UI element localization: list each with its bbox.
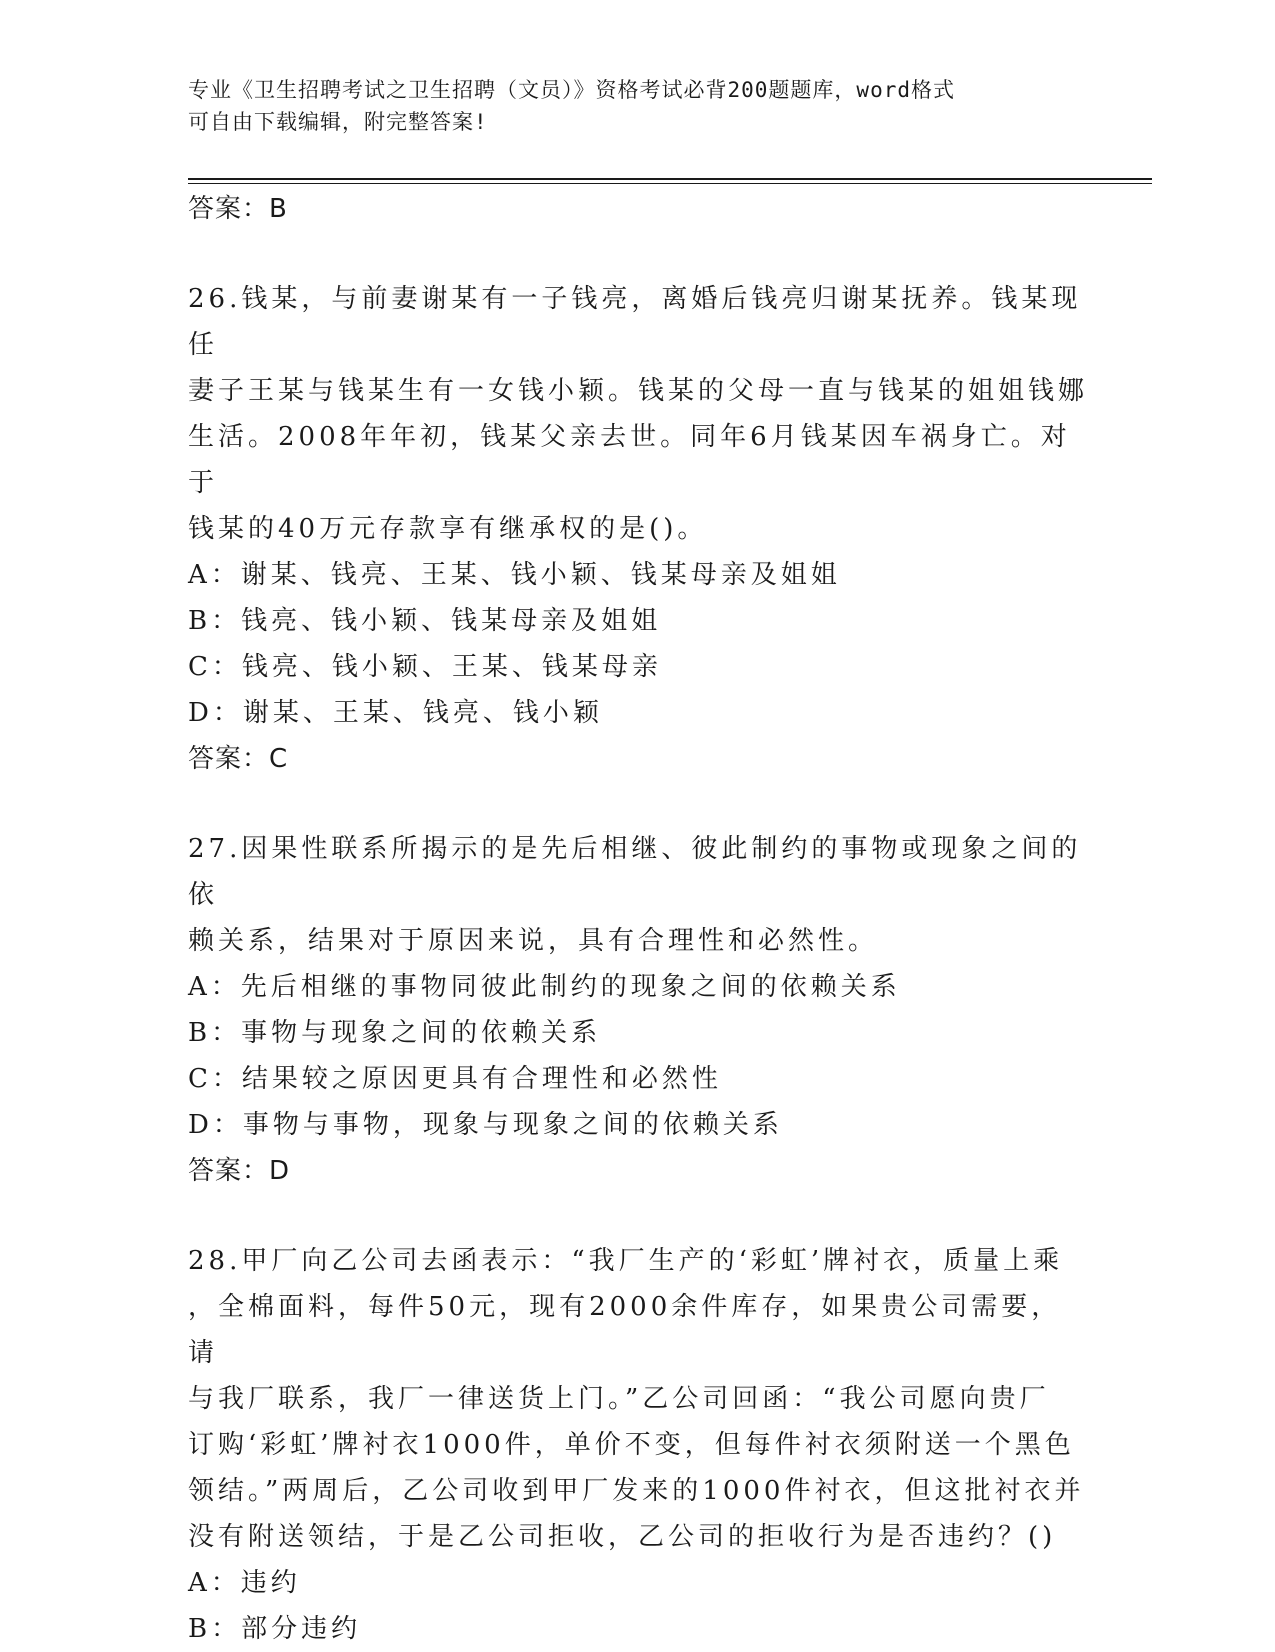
question-text	[188, 826, 1088, 964]
answer: 答案：C	[188, 744, 289, 774]
option-b: B：事物与现象之间的依赖关系	[188, 1018, 602, 1048]
question-line: 钱某的40万元存款享有继承权的是()。	[188, 514, 708, 544]
answer: 答案：D	[188, 1156, 291, 1186]
option-a: A：违约	[188, 1568, 301, 1598]
option-a: A：谢某、钱亮、王某、钱小颖、钱某母亲及姐姐	[188, 560, 841, 590]
question-line: 没有附送领结，于是乙公司拒收，乙公司的拒收行为是否违约？()	[188, 1522, 1057, 1552]
option-b: B：部分违约	[188, 1614, 362, 1644]
question-line: 28.甲厂向乙公司去函表示：“我厂生产的‘彩虹’牌衬衣，质量上乘	[188, 1246, 1064, 1276]
option-c: C：结果较之原因更具有合理性和必然性	[188, 1064, 722, 1094]
header-divider-thick	[188, 178, 1152, 180]
question-line: 赖关系，结果对于原因来说，具有合理性和必然性。	[188, 926, 879, 956]
question-line: 27.因果性联系所揭示的是先后相继、彼此制约的事物或现象之间的依	[188, 834, 1082, 910]
question-26	[188, 276, 1088, 782]
document-header	[188, 74, 1068, 138]
question-line: 妻子王某与钱某生有一女钱小颖。钱某的父母一直与钱某的姐姐钱娜	[188, 376, 1089, 406]
question-text	[188, 276, 1088, 552]
option-d: D：事物与事物，现象与现象之间的依赖关系	[188, 1110, 783, 1140]
question-line: 领结。”两周后，乙公司收到甲厂发来的1000件衬衣，但这批衬衣并	[188, 1476, 1085, 1506]
header-divider-thin	[188, 183, 1152, 184]
question-27	[188, 826, 1088, 1194]
question-line: 生活。2008年年初，钱某父亲去世。同年6月钱某因车祸身亡。对于	[188, 422, 1071, 498]
header-line-2: 可自由下载编辑，附完整答案!	[188, 110, 488, 134]
option-c: C：钱亮、钱小颖、王某、钱某母亲	[188, 652, 662, 682]
option-a: A：先后相继的事物同彼此制约的现象之间的依赖关系	[188, 972, 901, 1002]
answer-previous: 答案：B	[188, 194, 288, 224]
document-body	[188, 186, 1088, 1652]
question-line: 26.钱某，与前妻谢某有一子钱亮，离婚后钱亮归谢某抚养。钱某现任	[188, 284, 1082, 360]
option-d: D：谢某、王某、钱亮、钱小颖	[188, 698, 603, 728]
header-line-1: 专业《卫生招聘考试之卫生招聘（文员）》资格考试必背200题题库，word格式	[188, 78, 955, 102]
question-line: 与我厂联系，我厂一律送货上门。”乙公司回函：“我公司愿向贵厂	[188, 1384, 1050, 1414]
question-text	[188, 1238, 1088, 1560]
question-28	[188, 1238, 1088, 1652]
question-line: ，全棉面料，每件50元，现有2000余件库存，如果贵公司需要，请	[188, 1292, 1062, 1368]
question-line: 订购‘彩虹’牌衬衣1000件，单价不变，但每件衬衣须附送一个黑色	[188, 1430, 1075, 1460]
option-b: B：钱亮、钱小颖、钱某母亲及姐姐	[188, 606, 662, 636]
